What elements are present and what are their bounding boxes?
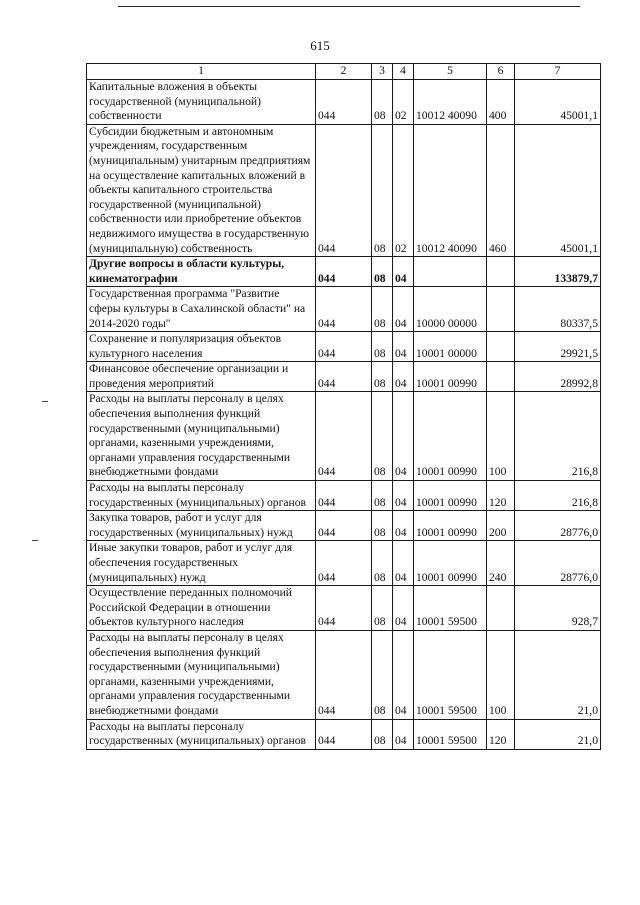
row-name: Капитальные вложения в объекты государственной (муниципальной) собственности bbox=[87, 80, 316, 125]
section-code: 08 bbox=[372, 541, 393, 586]
table-row bbox=[87, 481, 601, 511]
ministry-code: 044 bbox=[316, 586, 372, 631]
table-row bbox=[87, 332, 601, 362]
row-name: Расходы на выплаты персоналу в целях обеспечения выполнения функций государственными (муниципальными) органами, казенными учреждениями, органами управления государственными внебюджетными фондами bbox=[87, 630, 316, 719]
table-row bbox=[87, 586, 601, 631]
target-code: 10012 40090 bbox=[414, 124, 487, 256]
amount: 29921,5 bbox=[515, 332, 601, 362]
row-name: Субсидии бюджетным и автономным учреждениям, государственным (муниципальным) унитарным предприятиям на осуществление капитальных вложений в объекты капитального строительства государственной (муниципальной) собственности или приобретение объектов недвижимого имущества в государственную (муниципальную) собственность bbox=[87, 124, 316, 256]
subsection-code: 04 bbox=[393, 511, 414, 541]
row-name: Расходы на выплаты персоналу государственных (муниципальных) органов bbox=[87, 719, 316, 749]
column-header: 2 bbox=[316, 64, 372, 80]
section-code: 08 bbox=[372, 124, 393, 256]
table-row bbox=[87, 124, 601, 256]
subsection-code: 04 bbox=[393, 541, 414, 586]
table-row bbox=[87, 257, 601, 287]
row-name: Государственная программа "Развитие сферы культуры в Сахалинской области" на 2014-2020 годы" bbox=[87, 287, 316, 332]
table-row bbox=[87, 511, 601, 541]
row-name: Осуществление переданных полномочий Российской Федерации в отношении объектов культурного наследия bbox=[87, 586, 316, 631]
row-name: Сохранение и популяризация объектов культурного населения bbox=[87, 332, 316, 362]
amount: 45001,1 bbox=[515, 124, 601, 256]
section-code: 08 bbox=[372, 392, 393, 481]
section-code: 08 bbox=[372, 332, 393, 362]
ministry-code: 044 bbox=[316, 719, 372, 749]
subsection-code: 04 bbox=[393, 287, 414, 332]
scan-mark bbox=[32, 540, 38, 541]
row-name: Расходы на выплаты персоналу государственных (муниципальных) органов bbox=[87, 481, 316, 511]
section-code: 08 bbox=[372, 287, 393, 332]
amount: 21,0 bbox=[515, 630, 601, 719]
row-name: Финансовое обеспечение организации и проведения мероприятий bbox=[87, 362, 316, 392]
amount: 21,0 bbox=[515, 719, 601, 749]
subsection-code: 04 bbox=[393, 586, 414, 631]
amount: 928,7 bbox=[515, 586, 601, 631]
subsection-code: 04 bbox=[393, 362, 414, 392]
amount: 28776,0 bbox=[515, 541, 601, 586]
amount: 216,8 bbox=[515, 392, 601, 481]
target-code bbox=[414, 257, 487, 287]
section-code: 08 bbox=[372, 586, 393, 631]
column-header: 6 bbox=[487, 64, 515, 80]
expense-type-code: 100 bbox=[487, 630, 515, 719]
column-header: 7 bbox=[515, 64, 601, 80]
top-rule bbox=[118, 6, 580, 7]
row-name: Закупка товаров, работ и услуг для государственных (муниципальных) нужд bbox=[87, 511, 316, 541]
subsection-code: 02 bbox=[393, 80, 414, 125]
target-code: 10001 00990 bbox=[414, 362, 487, 392]
ministry-code: 044 bbox=[316, 287, 372, 332]
ministry-code: 044 bbox=[316, 541, 372, 586]
amount: 216,8 bbox=[515, 481, 601, 511]
subsection-code: 04 bbox=[393, 392, 414, 481]
amount: 28992,8 bbox=[515, 362, 601, 392]
expense-type-code: 120 bbox=[487, 481, 515, 511]
section-code: 08 bbox=[372, 257, 393, 287]
target-code: 10012 40090 bbox=[414, 80, 487, 125]
expense-type-code bbox=[487, 362, 515, 392]
section-code: 08 bbox=[372, 362, 393, 392]
expense-type-code: 120 bbox=[487, 719, 515, 749]
scan-mark bbox=[42, 401, 48, 402]
table-row bbox=[87, 719, 601, 749]
subsection-code: 04 bbox=[393, 630, 414, 719]
expense-type-code: 200 bbox=[487, 511, 515, 541]
expense-type-code bbox=[487, 586, 515, 631]
column-header: 3 bbox=[372, 64, 393, 80]
table-row bbox=[87, 80, 601, 125]
ministry-code: 044 bbox=[316, 630, 372, 719]
table-row bbox=[87, 630, 601, 719]
target-code: 10001 00000 bbox=[414, 332, 487, 362]
section-code: 08 bbox=[372, 80, 393, 125]
amount: 133879,7 bbox=[515, 257, 601, 287]
section-code: 08 bbox=[372, 511, 393, 541]
target-code: 10000 00000 bbox=[414, 287, 487, 332]
ministry-code: 044 bbox=[316, 257, 372, 287]
target-code: 10001 00990 bbox=[414, 511, 487, 541]
table-row bbox=[87, 392, 601, 481]
subsection-code: 04 bbox=[393, 719, 414, 749]
target-code: 10001 00990 bbox=[414, 541, 487, 586]
table-row bbox=[87, 362, 601, 392]
subsection-code: 04 bbox=[393, 332, 414, 362]
expense-type-code bbox=[487, 257, 515, 287]
page-number: 615 bbox=[310, 38, 330, 53]
target-code: 10001 59500 bbox=[414, 630, 487, 719]
ministry-code: 044 bbox=[316, 392, 372, 481]
expense-type-code: 460 bbox=[487, 124, 515, 256]
expense-type-code: 240 bbox=[487, 541, 515, 586]
subsection-code: 04 bbox=[393, 481, 414, 511]
row-name: Другие вопросы в области культуры, кинематографии bbox=[87, 257, 316, 287]
table-row bbox=[87, 541, 601, 586]
target-code: 10001 59500 bbox=[414, 586, 487, 631]
ministry-code: 044 bbox=[316, 481, 372, 511]
row-name: Расходы на выплаты персоналу в целях обеспечения выполнения функций государственными (муниципальными) органами, казенными учреждениями, органами управления государственными внебюджетными фондами bbox=[87, 392, 316, 481]
column-number-row bbox=[87, 64, 601, 80]
target-code: 10001 00990 bbox=[414, 392, 487, 481]
ministry-code: 044 bbox=[316, 362, 372, 392]
section-code: 08 bbox=[372, 481, 393, 511]
expense-type-code bbox=[487, 287, 515, 332]
column-header: 1 bbox=[87, 64, 316, 80]
subsection-code: 02 bbox=[393, 124, 414, 256]
amount: 45001,1 bbox=[515, 80, 601, 125]
row-name: Иные закупки товаров, работ и услуг для обеспечения государственных (муниципальных) нужд bbox=[87, 541, 316, 586]
ministry-code: 044 bbox=[316, 511, 372, 541]
subsection-code: 04 bbox=[393, 257, 414, 287]
expense-type-code: 100 bbox=[487, 392, 515, 481]
target-code: 10001 00990 bbox=[414, 481, 487, 511]
expense-type-code: 400 bbox=[487, 80, 515, 125]
ministry-code: 044 bbox=[316, 80, 372, 125]
table-row bbox=[87, 287, 601, 332]
ministry-code: 044 bbox=[316, 332, 372, 362]
column-header: 4 bbox=[393, 64, 414, 80]
amount: 80337,5 bbox=[515, 287, 601, 332]
amount: 28776,0 bbox=[515, 511, 601, 541]
section-code: 08 bbox=[372, 719, 393, 749]
target-code: 10001 59500 bbox=[414, 719, 487, 749]
section-code: 08 bbox=[372, 630, 393, 719]
expense-type-code bbox=[487, 332, 515, 362]
column-header: 5 bbox=[414, 64, 487, 80]
budget-table bbox=[86, 63, 601, 750]
ministry-code: 044 bbox=[316, 124, 372, 256]
